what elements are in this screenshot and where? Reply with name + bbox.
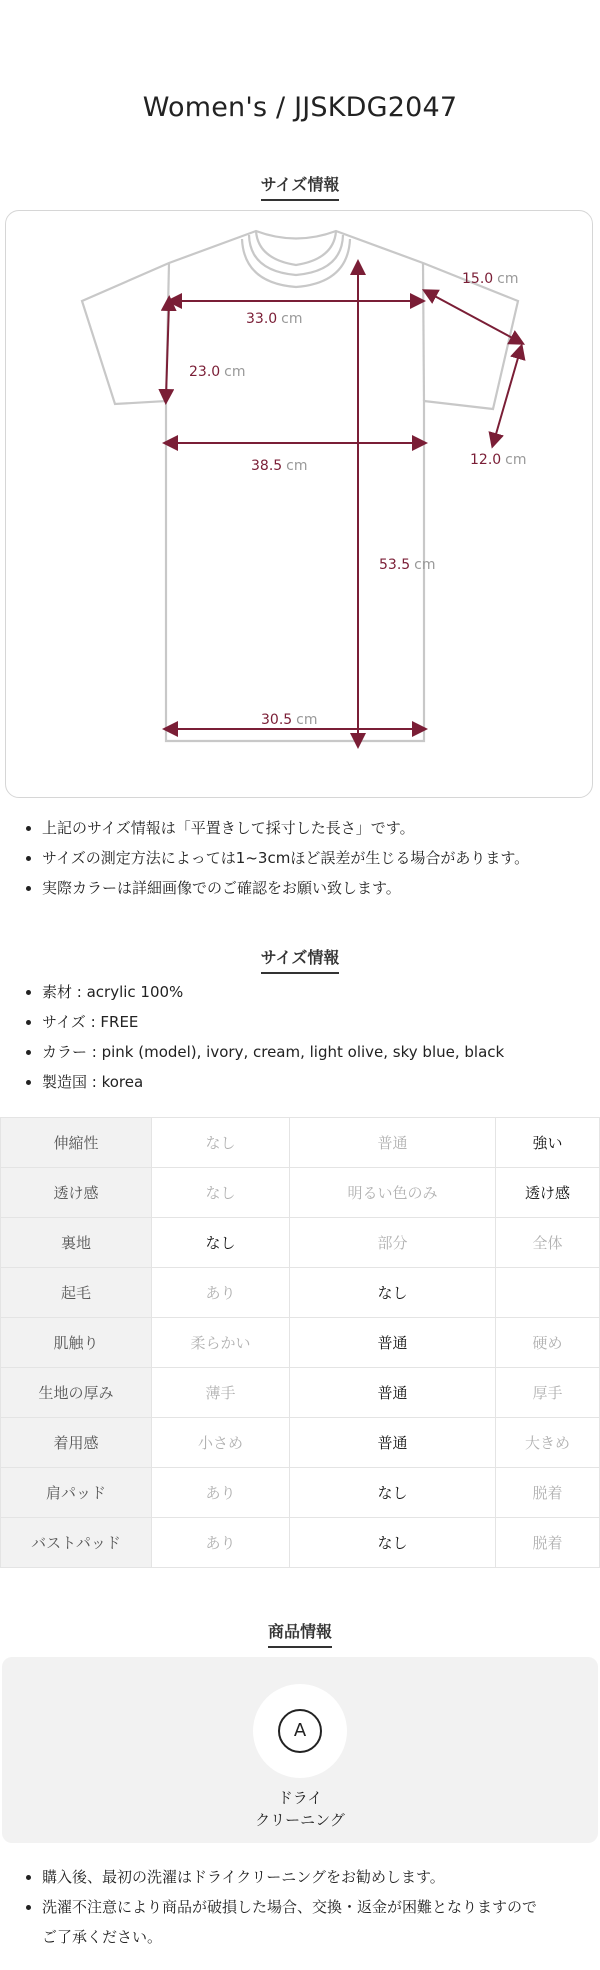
svg-text:30.5cm: 30.5 cm	[261, 712, 318, 728]
property-option: なし	[290, 1268, 496, 1318]
property-option: 硬め	[495, 1318, 599, 1368]
care-label-line1: ドライ	[277, 1789, 323, 1807]
cuff-value: 12.0	[470, 452, 502, 468]
property-row	[1, 1218, 600, 1268]
size-note: • 実際カラーは詳細画像でのご確認をお願い致します。	[42, 873, 529, 903]
svg-text:38.5cm: 38.5 cm	[251, 458, 308, 474]
property-option: 小さめ	[152, 1418, 290, 1468]
property-option: 薄手	[152, 1368, 290, 1418]
property-label: 伸縮性	[1, 1118, 152, 1168]
property-row	[1, 1468, 600, 1518]
property-label: 生地の厚み	[1, 1368, 152, 1418]
property-row	[1, 1118, 600, 1168]
property-option: なし	[152, 1168, 290, 1218]
property-option: 大きめ	[495, 1418, 599, 1468]
wash-notes	[22, 1862, 600, 1952]
sleeve-line	[429, 293, 518, 341]
wash-note: • 購入後、最初の洗濯はドライクリーニングをお勧めします。	[42, 1862, 600, 1892]
property-option: なし	[152, 1118, 290, 1168]
size-note: • サイズの測定方法によっては1~3cmほど誤差が生じる場合があります。	[42, 843, 529, 873]
svg-text:12.0cm: 12.0 cm	[470, 452, 527, 468]
size-diagram	[5, 210, 593, 798]
property-option: 脱着	[495, 1468, 599, 1518]
wash-note: • 洗濯不注意により商品が破損した場合、交換・返金が困難となりますので ご了承ください。	[42, 1892, 600, 1952]
property-option: 脱着	[495, 1518, 599, 1568]
property-label: 肩パッド	[1, 1468, 152, 1518]
property-row	[1, 1168, 600, 1218]
property-label: 肌触り	[1, 1318, 152, 1368]
property-option: 全体	[495, 1218, 599, 1268]
property-option: 普通	[290, 1118, 496, 1168]
size-info-heading	[0, 172, 600, 201]
property-option: 普通	[290, 1368, 496, 1418]
property-label: バストパッド	[1, 1518, 152, 1568]
property-option: 透け感	[495, 1168, 599, 1218]
property-label: 透け感	[1, 1168, 152, 1218]
spec-item-color: • カラー : pink (model), ivory, cream, light olive, sky blue, black	[42, 1037, 504, 1067]
property-row	[1, 1268, 600, 1318]
property-label: 起毛	[1, 1268, 152, 1318]
property-option: あり	[152, 1268, 290, 1318]
care-label-line2: クリーニング	[255, 1811, 345, 1829]
care-panel	[2, 1657, 598, 1843]
spec-item-origin: • 製造国 : korea	[42, 1067, 504, 1097]
property-option: 普通	[290, 1418, 496, 1468]
length-value: 53.5	[379, 557, 411, 573]
property-option: あり	[152, 1518, 290, 1568]
dry-clean-icon-letter: A	[278, 1709, 322, 1753]
property-row	[1, 1518, 600, 1568]
product-info-heading	[0, 1619, 600, 1648]
property-option: 柔らかい	[152, 1318, 290, 1368]
property-row	[1, 1418, 600, 1468]
spec-item-material: • 素材 : acrylic 100%	[42, 977, 504, 1007]
garment-outline-svg	[6, 211, 594, 799]
property-table	[0, 1117, 600, 1568]
property-option: 明るい色のみ	[290, 1168, 496, 1218]
product-info-heading-label: 商品情報	[268, 1619, 332, 1648]
tshirt-outline	[82, 231, 518, 741]
dry-clean-icon	[253, 1684, 347, 1778]
property-option: 厚手	[495, 1368, 599, 1418]
size-note: • 上記のサイズ情報は「平置きして採寸した長さ」です。	[42, 813, 529, 843]
property-label: 着用感	[1, 1418, 152, 1468]
cuff-line	[494, 351, 520, 441]
property-label: 裏地	[1, 1218, 152, 1268]
chest-value: 38.5	[251, 458, 283, 474]
property-option: 強い	[495, 1118, 599, 1168]
size-notes	[22, 813, 529, 903]
spec-list	[22, 977, 504, 1097]
svg-text:53.5cm: 53.5 cm	[379, 557, 436, 573]
property-option: なし	[290, 1518, 496, 1568]
sleeve-value: 15.0	[462, 271, 494, 287]
spec-item-size: • サイズ : FREE	[42, 1007, 504, 1037]
property-option: 部分	[290, 1218, 496, 1268]
property-option: 普通	[290, 1318, 496, 1368]
spec-heading	[0, 945, 600, 974]
svg-text:15.0cm: 15.0 cm	[462, 271, 519, 287]
armhole-value: 23.0	[189, 364, 221, 380]
property-row	[1, 1318, 600, 1368]
property-option: あり	[152, 1468, 290, 1518]
property-option	[495, 1268, 599, 1318]
spec-heading-label: サイズ情報	[261, 945, 340, 974]
property-row	[1, 1368, 600, 1418]
chest-top-value: 33.0	[246, 311, 278, 327]
page-title: Women's / JJSKDG2047	[142, 92, 458, 123]
svg-text:33.0cm: 33.0 cm	[246, 311, 303, 327]
hem-value: 30.5	[261, 712, 293, 728]
svg-text:23.0cm: 23.0 cm	[189, 364, 246, 380]
property-option: なし	[290, 1468, 496, 1518]
measure-lines	[166, 267, 520, 741]
size-info-heading-label: サイズ情報	[261, 172, 340, 201]
property-option: なし	[152, 1218, 290, 1268]
